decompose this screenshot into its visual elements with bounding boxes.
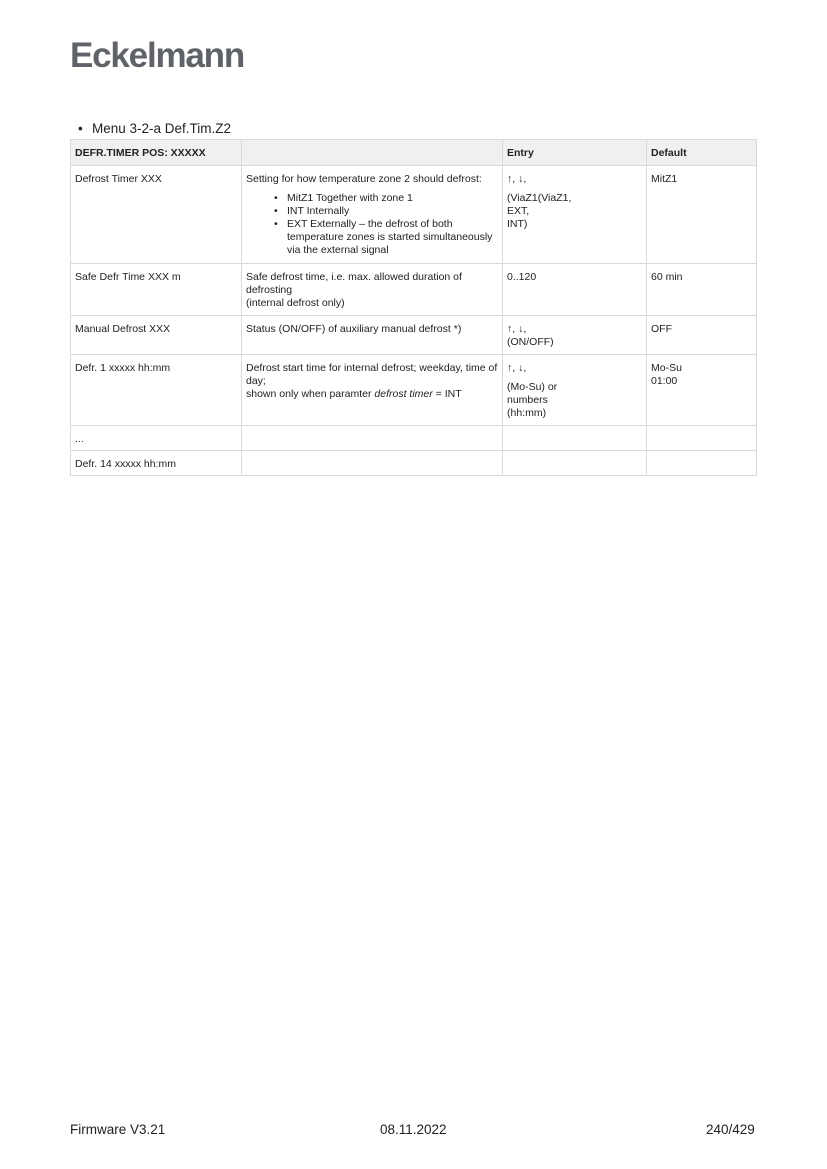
param-description bbox=[242, 426, 503, 451]
param-description bbox=[242, 264, 503, 316]
param-name: Manual Defrost XXX bbox=[71, 316, 242, 355]
param-description bbox=[242, 451, 503, 476]
list-item: • MitZ1 Together with zone 1 bbox=[274, 192, 498, 205]
entry-text: numbers bbox=[507, 394, 548, 406]
section-title: Menu 3-2-a Def.Tim.Z2 bbox=[92, 121, 232, 136]
entry-text: (ON/OFF) bbox=[507, 336, 554, 348]
up-down-arrows-icon: ↑, ↓, bbox=[507, 362, 527, 374]
param-description bbox=[242, 355, 503, 426]
param-default bbox=[647, 426, 757, 451]
description-text: Safe defrost time, i.e. max. allowed duration of defrosting bbox=[246, 271, 462, 296]
option-list bbox=[246, 192, 498, 257]
table-row bbox=[71, 264, 757, 316]
param-name: Safe Defr Time XXX m bbox=[71, 264, 242, 316]
header-entry: Entry bbox=[503, 140, 647, 166]
footer-date: 08.11.2022 bbox=[380, 1122, 447, 1137]
list-item: • INT Internally bbox=[274, 205, 498, 218]
company-logo: Eckelmann bbox=[70, 36, 245, 75]
entry-text: (ViaZ1(ViaZ1, bbox=[507, 192, 572, 204]
entry-text: INT) bbox=[507, 218, 528, 230]
description-text bbox=[246, 388, 498, 401]
param-entry bbox=[503, 316, 647, 355]
header-description bbox=[242, 140, 503, 166]
description-text: Setting for how temperature zone 2 should defrost: bbox=[246, 173, 482, 185]
param-entry bbox=[503, 166, 647, 264]
description-prefix: shown only when paramter bbox=[246, 388, 375, 400]
default-text: 01:00 bbox=[651, 375, 678, 387]
param-name: ... bbox=[71, 426, 242, 451]
description-suffix: = INT bbox=[432, 388, 462, 400]
table-row bbox=[71, 451, 757, 476]
default-text: MitZ1 bbox=[651, 173, 678, 185]
table-row bbox=[71, 426, 757, 451]
description-text: (internal defrost only) bbox=[246, 297, 345, 309]
footer-firmware-version: Firmware V3.21 bbox=[70, 1122, 166, 1137]
header-default: Default bbox=[647, 140, 757, 166]
param-name: Defr. 14 xxxxx hh:mm bbox=[71, 451, 242, 476]
param-description bbox=[242, 316, 503, 355]
param-default bbox=[647, 451, 757, 476]
param-entry bbox=[503, 264, 647, 316]
header-parameter: DEFR.TIMER POS: XXXXX bbox=[71, 140, 242, 166]
entry-text: (Mo-Su) or bbox=[507, 381, 558, 393]
entry-text: 0..120 bbox=[507, 271, 537, 283]
description-param-reference: defrost timer bbox=[374, 388, 433, 400]
default-text: 60 min bbox=[651, 271, 683, 283]
param-entry bbox=[503, 355, 647, 426]
list-item: • EXT Externally – the defrost of both temperature zones is started simultaneously via the external signal bbox=[274, 218, 498, 257]
param-name: Defr. 1 xxxxx hh:mm bbox=[71, 355, 242, 426]
param-default bbox=[647, 355, 757, 426]
entry-text: (hh:mm) bbox=[507, 407, 547, 419]
default-text: OFF bbox=[651, 323, 672, 335]
up-down-arrows-icon: ↑, ↓, bbox=[507, 173, 527, 185]
table-row bbox=[71, 316, 757, 355]
description-text: Defrost start time for internal defrost; weekday, time of day; bbox=[246, 362, 498, 387]
bullet-icon: • bbox=[78, 121, 83, 136]
param-name: Defrost Timer XXX bbox=[71, 166, 242, 264]
table-row bbox=[71, 166, 757, 264]
default-text: Mo-Su bbox=[651, 362, 682, 374]
section-heading bbox=[78, 121, 231, 136]
param-default bbox=[647, 166, 757, 264]
entry-text: EXT, bbox=[507, 205, 530, 217]
parameter-table bbox=[70, 139, 757, 476]
table-row bbox=[71, 355, 757, 426]
param-default bbox=[647, 316, 757, 355]
up-down-arrows-icon: ↑, ↓, bbox=[507, 323, 527, 335]
param-default bbox=[647, 264, 757, 316]
param-entry bbox=[503, 426, 647, 451]
footer-page-number: 240/429 bbox=[706, 1122, 755, 1137]
param-entry bbox=[503, 451, 647, 476]
table-header-row bbox=[71, 140, 757, 166]
description-text: Status (ON/OFF) of auxiliary manual defrost *) bbox=[246, 323, 462, 335]
param-description bbox=[242, 166, 503, 264]
